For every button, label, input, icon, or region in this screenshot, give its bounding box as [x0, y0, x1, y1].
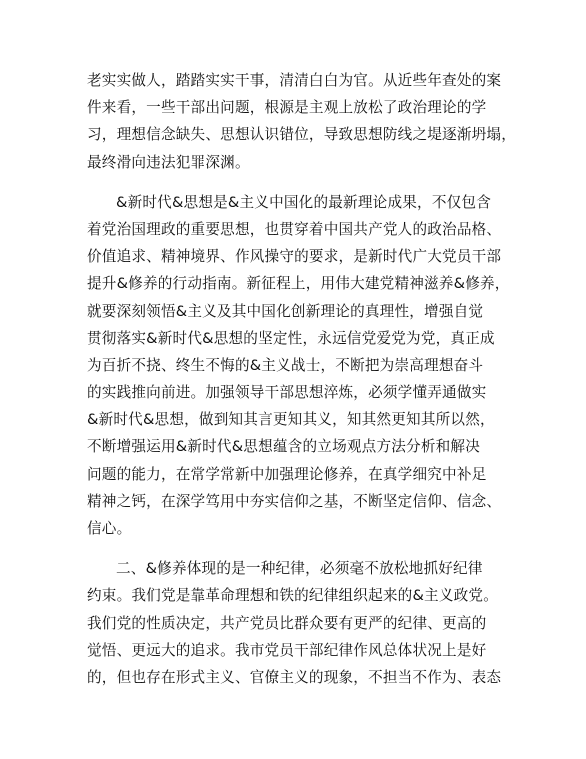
- paragraph-gap: [87, 176, 503, 189]
- text-line: 件来看，一些干部出问题，根源是主观上放松了政治理论的学: [87, 99, 487, 117]
- document-body: [87, 67, 517, 691]
- text-line: 价值追求、精神境界、作风操守的要求，是新时代广大党员干部: [87, 248, 502, 266]
- paragraph-3: [87, 555, 503, 691]
- text-line: 信心。: [87, 520, 132, 537]
- text-line: 就要深刻领悟&主义及其中国化创新理论的真理性，增强自觉: [87, 302, 484, 320]
- text-line: 老实实做人，踏踏实实干事，清清白白为官。从近些年查处的案: [87, 72, 502, 89]
- paragraph-1: [87, 67, 517, 176]
- text-line: 的，但也存在形式主义、官僚主义的现象，不担当不作为、表态: [87, 668, 502, 686]
- text-line: 觉悟、更远大的追求。我市党员干部纪律作风总体状况上是好: [87, 641, 487, 659]
- text-line: 二、&修养体现的是一种纪律，必须毫不放松地抓好纪律: [116, 560, 483, 578]
- text-line: 着党治国理政的重要思想，也贯穿着中国共产党人的政治品格、: [87, 220, 502, 238]
- text-line: 提升&修养的行动指南。新征程上，用伟大建党精神滋养&修养，: [87, 275, 510, 293]
- text-line: 最终滑向违法犯罪深渊。: [87, 153, 250, 171]
- text-line: 贯彻落实&新时代&思想的坚定性，永远信党爱党为党，真正成: [87, 329, 495, 347]
- text-line: 不断增强运用&新时代&思想蕴含的立场观点方法分析和解决: [87, 438, 481, 456]
- text-line: 约束。我们党是靠革命理想和铁的纪律组织起来的&主义政党。: [87, 587, 499, 605]
- paragraph-2: [87, 189, 510, 542]
- text-line: 为百折不挠、终生不悔的&主义战士，不断把为崇高理想奋斗: [87, 356, 484, 374]
- text-line: 精神之钙，在深学笃用中夯实信仰之基，不断坚定信仰、信念、: [87, 492, 502, 510]
- text-line: 习，理想信念缺失、思想认识错位，导致思想防线之堤逐渐坍塌，: [87, 126, 517, 144]
- text-line: 问题的能力，在常学常新中加强理论修养，在真学细究中补足: [87, 465, 487, 483]
- paragraph-gap: [87, 542, 503, 555]
- text-line: 的实践推向前进。加强领导干部思想淬炼，必须学懂弄通做实: [87, 384, 487, 402]
- text-line: 我们党的性质决定，共产党员比群众要有更严的纪律、更高的: [87, 614, 487, 632]
- text-line: &新时代&思想是&主义中国化的最新理论成果，不仅包含: [116, 193, 491, 211]
- text-line: &新时代&思想，做到知其言更知其义，知其然更知其所以然，: [87, 411, 495, 429]
